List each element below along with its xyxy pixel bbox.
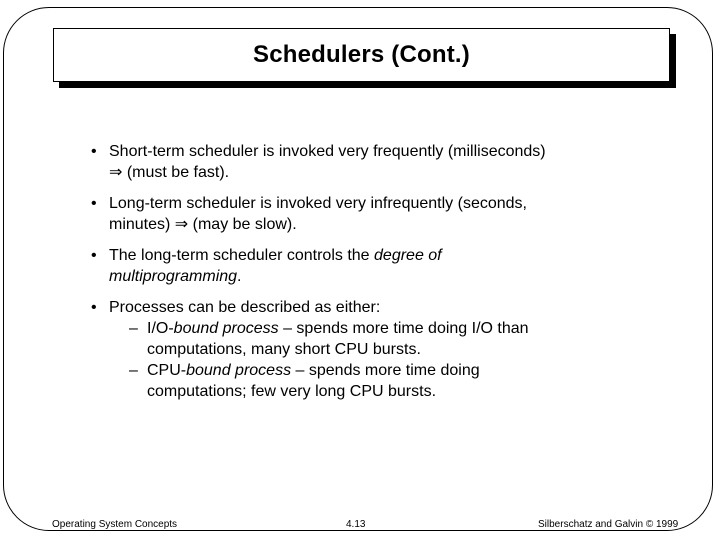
sub-emphasis: bound process xyxy=(186,362,292,379)
slide-title: Schedulers (Cont.) xyxy=(253,41,470,68)
bullet-item xyxy=(91,141,651,183)
bullet-item xyxy=(91,297,651,402)
bullet-dot: • xyxy=(91,299,97,316)
footer-page-number: 4.13 xyxy=(346,519,366,530)
bullet-text: Short-term scheduler is invoked very frequently (milliseconds) xyxy=(109,143,546,160)
dash: – xyxy=(129,320,138,337)
sub-text: computations, many short CPU bursts. xyxy=(147,341,421,358)
sub-text: computations; few very long CPU bursts. xyxy=(147,383,437,400)
sub-text: – spends more time doing xyxy=(291,362,480,379)
dash: – xyxy=(129,362,138,379)
sub-emphasis: bound process xyxy=(173,320,279,337)
bullet-text: Long-term scheduler is invoked very infrequently (seconds, xyxy=(109,195,527,212)
bullet-item xyxy=(91,245,651,287)
footer-course: Operating System Concepts xyxy=(52,519,178,530)
sub-text: CPU- xyxy=(147,362,187,379)
bullet-item xyxy=(91,193,651,235)
sub-item xyxy=(109,318,651,360)
footer-copyright: Silberschatz and Galvin © 1999 xyxy=(538,519,679,530)
title-box xyxy=(53,28,670,82)
bullet-emphasis: degree of xyxy=(374,247,442,264)
sub-text: I/O- xyxy=(147,320,174,337)
bullet-text: . xyxy=(237,268,242,285)
bullet-text: Processes can be described as either: xyxy=(109,299,381,316)
sub-item xyxy=(109,360,651,402)
bullet-text: The long-term scheduler controls the xyxy=(109,247,375,264)
bullet-emphasis: multiprogramming xyxy=(109,268,238,285)
bullet-text: ⇒ (must be fast). xyxy=(109,164,230,181)
sub-list xyxy=(109,318,651,402)
bullet-text: minutes) ⇒ (may be slow). xyxy=(109,216,297,233)
bullet-dot: • xyxy=(91,247,97,264)
bullet-list xyxy=(91,141,651,412)
bullet-dot: • xyxy=(91,143,97,160)
bullet-dot: • xyxy=(91,195,97,212)
sub-text: – spends more time doing I/O than xyxy=(278,320,529,337)
